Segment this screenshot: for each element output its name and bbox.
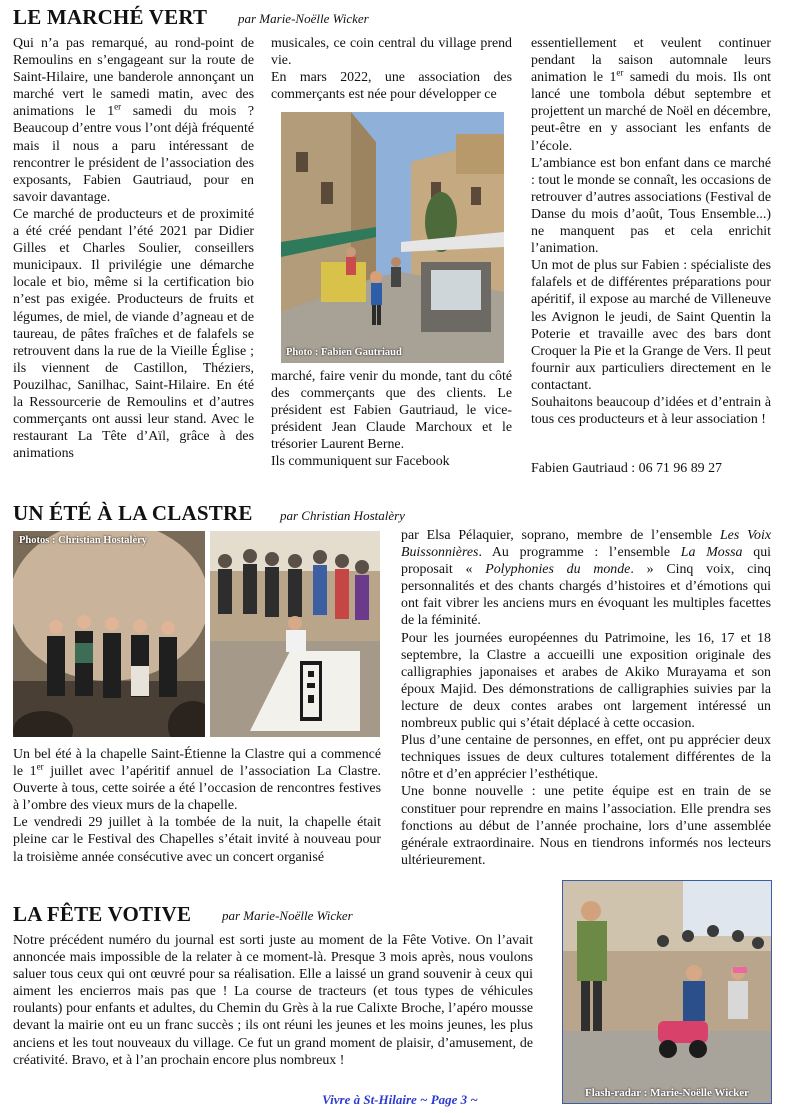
singers-photo: [13, 531, 205, 737]
paragraph: Notre précédent numéro du journal est sorti juste au moment de la Fête Votive. On l’avait annoncée mais impossible de la relater à ce moment-là. Presque 3 mois après, nous voulons saluer tous ceux qui ont œuvré pour sa réalisation. Elle a laissé un grand souvenir à ceux qui aiment les encierros mais pas que ! La course de tracteurs (et tous types de véhicules roulants) pour enfants et adultes, du Chemin du Grès à la rue Calixte Broche, l’apéro mousse devant la mairie ont eu un franc succès ; ils ont réuni les jeunes et les moins jeunes, les plus anciens et les tout nouveaux du village. Ce fut un grand moment de plaisir, d’amusement, de créativité. Bravo, et à l’an prochain encore plus nombreux !: [13, 933, 533, 1068]
paragraph: Ce marché de producteurs et de proximité a été créé pendant l’été 2021 par Didier Gilles et Charles Soulier, conseillers municipaux. Il privilégie une démarche locale et bio, même si la certification bio n’est pas exigée. Producteurs de fruits et légumes, de miel, de viande d’agneau et de taureau, de pâtes fraîches et de falafels se retrouvent dans la rue de la Vieille Église ; ils viennent de Castillon, Théziers, Pouzilhac, Sanilhac, Saint-Hilaire. En été la Ressourcerie de Remoulins et d’autres commerçants ont aussi leur stand. Avec le restaurant La Tête d’Aïl, grâce à des animations: [13, 206, 254, 462]
ensemble-name: Les Voix Buissonnières: [401, 528, 771, 561]
paragraph: Un mot de plus sur Fabien : spécialiste des falafels et de différentes préparations pour apéritif, il expose au marché de Villeneuve les Avignon le jeudi, de Saint Quentin la Poterie et travaille avec des bars dont Croquer la Pie et la Grange de Vers. Il peut fournir aux particuliers directement en le contactant.: [531, 258, 771, 393]
ordinal-superscript: er: [114, 101, 122, 112]
article1-column-2-bottom: [271, 368, 512, 471]
text-run: par Elsa Pélaquier, soprano, membre de l’ensemble: [401, 528, 720, 543]
paragraph: Plus d’une centaine de personnes, en effet, ont pu apprécier deux techniques issues de deux cultures totalement différentes de la nôtre et d’en apprécier l’esthétique.: [401, 733, 771, 783]
article1-column-2-top: [271, 35, 512, 103]
fete-votive-photo: [562, 880, 772, 1104]
market-photo-illustration: [281, 112, 504, 363]
market-street-photo: [281, 112, 504, 363]
paragraph: L’ambiance est bon enfant dans ce marché : tout le monde se connaît, les occasions de retrouver d’autres associations (Festival de Danse du mois d’août, Tous Ensemble...) ne manquent pas et cela enrichit l’animation.: [531, 155, 771, 257]
photo-caption: Flash-radar : Marie-Noëlle Wicker: [584, 1087, 750, 1099]
paragraph: Qui n’a pas remarqué, au rond-point de Remoulins en s’engageant sur la route de Saint-Hilaire, une banderole annonçant un marché vert le samedi matin, avec des animations le 1er samedi du mois ? Beaucoup d’entre vous l’ont déjà fréquenté mais il nous a paru intéressant de rencontrer le président de l’association des exposants, Fabien Gautriaud, pour en savoir davantage.: [13, 36, 254, 205]
paragraph: Souhaitons beaucoup d’idées et d’entrain à tous ces producteurs et à leur association !: [531, 394, 771, 428]
calligraphy-photo: [210, 531, 380, 737]
paragraph: Ils communiquent sur Facebook: [271, 454, 450, 470]
article2-left-column: [13, 746, 381, 866]
program-title: Polyphonies du monde: [485, 562, 631, 578]
paragraph: musicales, ce coin central du village prend vie.: [271, 36, 512, 69]
paragraph: marché, faire venir du monde, tant du côté des commerçants que des clients. Le président est Fabien Gautriaud, le vice-président Jean Claude Marchoux et le trésorier Laurent Berne.: [271, 369, 512, 453]
photo-caption: Photos : Christian Hostalèry: [19, 535, 148, 546]
paragraph: [401, 527, 771, 630]
paragraph: Pour les journées européennes du Patrimoine, les 16, 17 et 18 septembre, la Clastre a accueilli une exposition originale des calligraphies japonaises et arabes de Akiko Murayama et son époux Majid. Des démonstrations de calligraphies suivies par la lecture de deux contes arabes ont largement intéressé un nombreux public qui s’était déplacé à cette occasion.: [401, 630, 771, 732]
article-byline: par Marie-Noëlle Wicker: [238, 11, 369, 26]
article3-body: [13, 932, 533, 1069]
text-run: . Au programme : l’ensemble: [478, 545, 681, 561]
page-footer: Vivre à St-Hilaire ~ Page 3 ~: [322, 1092, 478, 1107]
article-byline: par Christian Hostalèry: [280, 508, 405, 523]
calligraphy-photo-illustration: [210, 531, 380, 737]
paragraph: Une bonne nouvelle : une petite équipe est en train de se constituer pour reprendre en mains l’association. Elle prendra ses fonctions au début de l’année prochaine, lors d’une assemblée générale extraordinaire. Nous en tiendrons informés nos lecteurs ultérieurement.: [401, 784, 771, 868]
contact-phone: Fabien Gautriaud : 06 71 96 89 27: [531, 461, 722, 476]
ordinal-superscript: er: [616, 67, 624, 78]
paragraph: En mars 2022, une association des commerçants est née pour développer ce: [271, 70, 512, 103]
paragraph: Le vendredi 29 juillet à la tombée de la nuit, la chapelle était pleine car le Festival des Chapelles s’était invité à nouveau pour la troisième année consécutive avec un concert organisé: [13, 815, 381, 865]
article2-right-column: [401, 527, 771, 869]
article-byline: par Marie-Noëlle Wicker: [222, 908, 353, 923]
paragraph: essentiellement et veulent continuer pendant la saison automnale leurs animation le 1er samedi du mois. Ils ont lancé une tombola début septembre et projettent un marché de Noël en décembre, peut-être en y associant les enfants de l’école.: [531, 36, 771, 154]
paragraph: Un bel été à la chapelle Saint-Étienne la Clastre qui a commencé le 1er juillet avec l’apéritif annuel de l’association La Clastre. Ouverte à tous, cette soirée a été l’occasion de rencontres festives à l’ombre des vieux murs de la chapelle.: [13, 747, 382, 814]
article-title-marche-vert: LE MARCHÉ VERT: [13, 5, 208, 29]
article-title-clastre: UN ÉTÉ À LA CLASTRE: [13, 501, 253, 525]
ensemble-name: La Mossa: [680, 545, 743, 561]
ordinal-superscript: er: [36, 761, 44, 772]
article1-column-3: [531, 35, 771, 428]
text-run: . » Cinq voix, cinq personnalités et des chants chargés d’histoires et d’émotions qui ont fait vibrer les anciens murs en évoquant les multiples facettes de la féminité.: [401, 562, 771, 629]
text-run: qui proposait «: [401, 545, 771, 578]
article1-column-1: [13, 35, 254, 462]
fete-photo-illustration: [563, 881, 771, 1103]
photo-caption: Photo : Fabien Gautriaud: [286, 347, 402, 358]
article-title-fete-votive: LA FÊTE VOTIVE: [13, 902, 192, 926]
singers-photo-illustration: [13, 531, 205, 737]
